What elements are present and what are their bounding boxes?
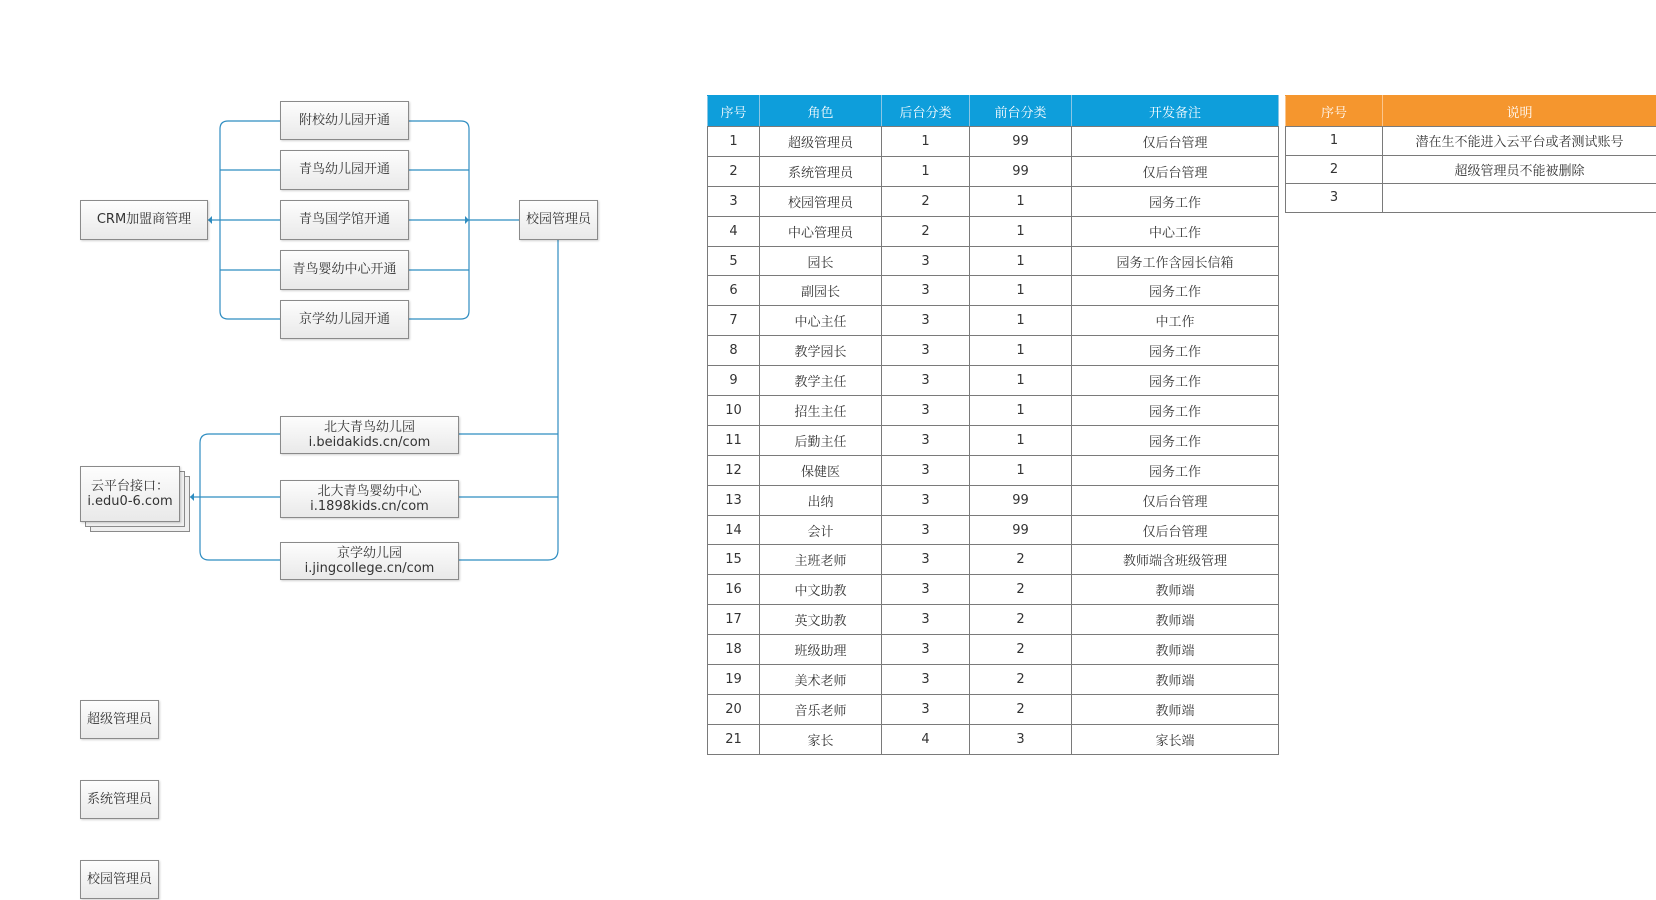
cell-backend-category: 3 — [882, 665, 970, 695]
cell-backend-category: 3 — [882, 425, 970, 455]
cell-index: 16 — [708, 575, 760, 605]
cell-frontend-category: 2 — [970, 694, 1072, 724]
cell-index: 8 — [708, 336, 760, 366]
header-role: 角色 — [760, 96, 882, 127]
table-row — [708, 485, 1279, 515]
cloud-interface-label: 云平台接口： — [90, 479, 169, 494]
cell-frontend-category: 1 — [970, 425, 1072, 455]
cell-index: 1 — [708, 127, 760, 157]
cell-role: 保健医 — [760, 455, 882, 485]
cell-dev-notes: 教师端 — [1072, 665, 1279, 695]
cell-description: 潜在生不能进入云平台或者测试账号 — [1383, 127, 1656, 156]
table-row — [708, 276, 1279, 306]
cell-backend-category: 3 — [882, 366, 970, 396]
cell-frontend-category: 1 — [970, 336, 1072, 366]
cell-dev-notes: 仅后台管理 — [1072, 485, 1279, 515]
super-admin-box — [80, 700, 159, 739]
cell-dev-notes: 教师端 — [1072, 575, 1279, 605]
table-row — [1286, 155, 1656, 184]
cell-role: 副园长 — [760, 276, 882, 306]
cell-role: 音乐老师 — [760, 694, 882, 724]
cell-index: 19 — [708, 665, 760, 695]
cell-index: 20 — [708, 694, 760, 724]
connector-left-branches — [220, 170, 280, 270]
cell-dev-notes: 园务工作 — [1072, 186, 1279, 216]
cell-dev-notes: 园务工作 — [1072, 425, 1279, 455]
cell-frontend-category: 1 — [970, 216, 1072, 246]
cell-frontend-category: 3 — [970, 724, 1072, 754]
cell-backend-category: 3 — [882, 635, 970, 665]
kindergarten-node-label: 青鸟婴幼中心开通 — [292, 262, 397, 277]
cell-index: 12 — [708, 455, 760, 485]
cell-role: 美术老师 — [760, 665, 882, 695]
crm-node-label: CRM加盟商管理 — [96, 212, 192, 227]
table-row — [708, 724, 1279, 754]
table-row — [1286, 184, 1656, 213]
site-node — [280, 542, 459, 580]
cell-role: 系统管理员 — [760, 156, 882, 186]
table-row — [708, 156, 1279, 186]
campus-admin-box — [80, 860, 159, 899]
table-row — [708, 575, 1279, 605]
table-row — [708, 306, 1279, 336]
header-index: 序号 — [708, 96, 760, 127]
cell-role: 家长 — [760, 724, 882, 754]
cell-backend-category: 1 — [882, 127, 970, 157]
cell-role: 会计 — [760, 515, 882, 545]
cell-frontend-category: 1 — [970, 366, 1072, 396]
cell-frontend-category: 2 — [970, 605, 1072, 635]
cell-role: 中心主任 — [760, 306, 882, 336]
site-name: 北大青鸟幼儿园 — [323, 420, 415, 435]
cell-role: 班级助理 — [760, 635, 882, 665]
table-row — [708, 635, 1279, 665]
kindergarten-node-label: 京学幼儿园开通 — [298, 311, 390, 327]
cell-frontend-category: 99 — [970, 515, 1072, 545]
cell-frontend-category: 2 — [970, 665, 1072, 695]
cell-frontend-category: 1 — [970, 306, 1072, 336]
cell-index: 9 — [708, 366, 760, 396]
campus-admin-node-label: 校园管理员 — [525, 212, 591, 227]
cell-index: 6 — [708, 276, 760, 306]
note-table-header — [1286, 96, 1656, 127]
cell-dev-notes: 教师端 — [1072, 694, 1279, 724]
cell-index: 21 — [708, 724, 760, 754]
cell-backend-category: 3 — [882, 515, 970, 545]
site-url: i.beidakids.cn/com — [308, 435, 431, 450]
cell-role: 中文助教 — [760, 575, 882, 605]
crm-node — [80, 200, 208, 240]
cell-backend-category: 3 — [882, 605, 970, 635]
cell-backend-category: 2 — [882, 186, 970, 216]
cell-dev-notes: 园务工作 — [1072, 336, 1279, 366]
cell-backend-category: 3 — [882, 455, 970, 485]
site-url: i.1898kids.cn/com — [310, 499, 429, 514]
header-frontend-category: 前台分类 — [970, 96, 1072, 127]
cell-dev-notes: 园务工作含园长信箱 — [1072, 246, 1279, 276]
kindergarten-node-label: 附校幼儿园开通 — [298, 112, 390, 128]
note-table — [1285, 95, 1656, 213]
table-row — [708, 127, 1279, 157]
cell-backend-category: 3 — [882, 694, 970, 724]
site-node — [280, 480, 459, 518]
arrow-marker — [190, 493, 194, 501]
cell-role: 出纳 — [760, 485, 882, 515]
connector-campus-vertical — [459, 240, 558, 560]
cell-index: 14 — [708, 515, 760, 545]
role-table — [707, 95, 1279, 755]
header-index: 序号 — [1286, 96, 1383, 127]
arrow-marker — [208, 216, 212, 224]
cell-role: 中心管理员 — [760, 216, 882, 246]
connector-right-branches — [409, 170, 469, 270]
cell-backend-category: 3 — [882, 276, 970, 306]
cell-index: 2 — [1286, 155, 1383, 184]
site-name: 京学幼儿园 — [336, 546, 402, 561]
kindergarten-node-label: 青鸟国学馆开通 — [298, 212, 390, 227]
cell-frontend-category: 99 — [970, 485, 1072, 515]
cell-description — [1383, 184, 1656, 213]
cell-index: 7 — [708, 306, 760, 336]
cell-backend-category: 3 — [882, 246, 970, 276]
cell-role: 教学园长 — [760, 336, 882, 366]
cloud-interface-node — [80, 466, 180, 522]
table-row — [708, 455, 1279, 485]
cell-frontend-category: 2 — [970, 635, 1072, 665]
kindergarten-node — [280, 150, 409, 190]
cell-dev-notes: 教师端 — [1072, 635, 1279, 665]
cell-dev-notes: 园务工作 — [1072, 366, 1279, 396]
cell-index: 1 — [1286, 127, 1383, 156]
system-admin-label: 系统管理员 — [86, 791, 152, 807]
kindergarten-node — [280, 250, 409, 290]
cell-frontend-category: 1 — [970, 186, 1072, 216]
cell-role: 超级管理员 — [760, 127, 882, 157]
table-row — [708, 515, 1279, 545]
cell-dev-notes: 仅后台管理 — [1072, 515, 1279, 545]
cloud-interface-domain: i.edu0-6.com — [87, 494, 173, 509]
cell-backend-category: 3 — [882, 545, 970, 575]
cell-dev-notes: 中心工作 — [1072, 216, 1279, 246]
cell-dev-notes: 家长端 — [1072, 724, 1279, 754]
cell-index: 3 — [708, 186, 760, 216]
cell-index: 18 — [708, 635, 760, 665]
cell-role: 英文助教 — [760, 605, 882, 635]
table-row — [708, 216, 1279, 246]
cell-role: 招生主任 — [760, 396, 882, 426]
cell-backend-category: 3 — [882, 306, 970, 336]
system-admin-box — [80, 780, 159, 819]
cell-backend-category: 2 — [882, 216, 970, 246]
cell-dev-notes: 园务工作 — [1072, 396, 1279, 426]
cell-frontend-category: 99 — [970, 156, 1072, 186]
cell-dev-notes: 教师端 — [1072, 605, 1279, 635]
cell-frontend-category: 99 — [970, 127, 1072, 157]
cell-dev-notes: 仅后台管理 — [1072, 127, 1279, 157]
cell-dev-notes: 仅后台管理 — [1072, 156, 1279, 186]
site-node — [280, 416, 459, 454]
kindergarten-node — [280, 200, 409, 240]
cell-frontend-category: 1 — [970, 455, 1072, 485]
cell-role: 园长 — [760, 246, 882, 276]
cell-frontend-category: 1 — [970, 246, 1072, 276]
cell-index: 15 — [708, 545, 760, 575]
cell-frontend-category: 1 — [970, 396, 1072, 426]
cell-backend-category: 4 — [882, 724, 970, 754]
cell-role: 主班老师 — [760, 545, 882, 575]
table-row — [708, 665, 1279, 695]
site-name: 北大青鸟婴幼中心 — [317, 484, 422, 499]
table-row — [708, 336, 1279, 366]
table-row — [708, 396, 1279, 426]
table-row — [708, 425, 1279, 455]
cell-frontend-category: 2 — [970, 575, 1072, 605]
cell-index: 10 — [708, 396, 760, 426]
cell-backend-category: 3 — [882, 396, 970, 426]
table-row — [1286, 127, 1656, 156]
cell-role: 教学主任 — [760, 366, 882, 396]
cell-backend-category: 3 — [882, 336, 970, 366]
campus-admin-node — [519, 200, 598, 240]
cell-index: 13 — [708, 485, 760, 515]
cell-dev-notes: 中工作 — [1072, 306, 1279, 336]
super-admin-label: 超级管理员 — [86, 711, 152, 727]
table-row — [708, 694, 1279, 724]
site-url: i.jingcollege.cn/com — [304, 561, 435, 576]
table-row — [708, 186, 1279, 216]
cell-index: 4 — [708, 216, 760, 246]
kindergarten-node — [280, 300, 409, 339]
cell-frontend-category: 1 — [970, 276, 1072, 306]
kindergarten-node — [280, 101, 409, 140]
cell-role: 校园管理员 — [760, 186, 882, 216]
kindergarten-node-label: 青鸟幼儿园开通 — [298, 162, 390, 177]
cell-index: 11 — [708, 425, 760, 455]
header-dev-notes: 开发备注 — [1072, 96, 1279, 127]
cell-index: 17 — [708, 605, 760, 635]
cell-frontend-category: 2 — [970, 545, 1072, 575]
cell-backend-category: 1 — [882, 156, 970, 186]
header-description: 说明 — [1383, 96, 1656, 127]
header-backend-category: 后台分类 — [882, 96, 970, 127]
table-row — [708, 545, 1279, 575]
cell-index: 5 — [708, 246, 760, 276]
table-row — [708, 605, 1279, 635]
role-table-header — [708, 96, 1279, 127]
cell-role: 后勤主任 — [760, 425, 882, 455]
cell-dev-notes: 教师端含班级管理 — [1072, 545, 1279, 575]
cell-dev-notes: 园务工作 — [1072, 455, 1279, 485]
cell-index: 2 — [708, 156, 760, 186]
table-row — [708, 366, 1279, 396]
campus-admin-label: 校园管理员 — [86, 871, 152, 887]
connector-campus-to-sites — [459, 434, 558, 497]
table-row — [708, 246, 1279, 276]
cell-description: 超级管理员不能被删除 — [1383, 155, 1656, 184]
cell-dev-notes: 园务工作 — [1072, 276, 1279, 306]
cell-backend-category: 3 — [882, 575, 970, 605]
cell-backend-category: 3 — [882, 485, 970, 515]
cell-index: 3 — [1286, 184, 1383, 213]
